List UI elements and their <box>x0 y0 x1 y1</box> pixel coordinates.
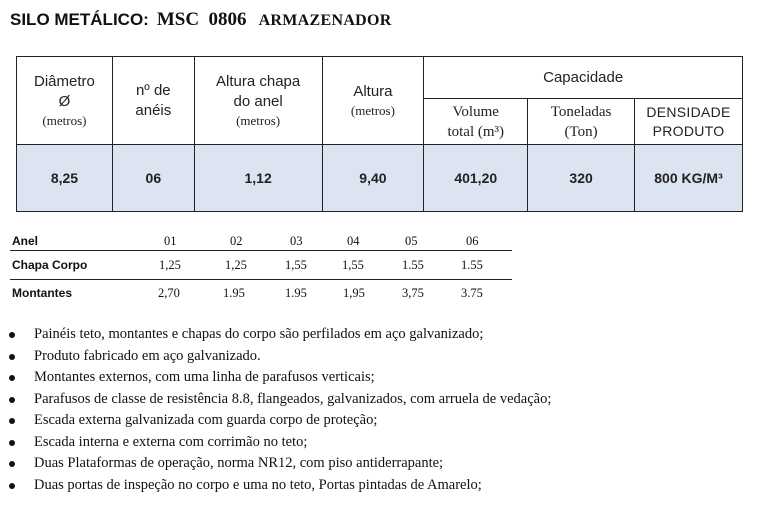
value-diametro: 8,25 <box>17 145 113 212</box>
bullet-icon <box>9 375 15 381</box>
value-toneladas: 320 <box>528 145 635 212</box>
bullet-icon <box>9 483 15 489</box>
list-item: Duas portas de inspeção no corpo e uma no teto, Portas pintadas de Amarelo; <box>0 475 551 497</box>
header-altura-chapa: Altura chapa do anel (metros) <box>194 57 322 145</box>
ring-cell: 03 <box>290 234 303 248</box>
list-item: Escada externa galvanizada com guarda corpo de proteção; <box>0 410 551 432</box>
header-capacidade: Capacidade <box>424 57 743 99</box>
header-densidade: DENSIDADE PRODUTO <box>635 99 743 145</box>
ring-table <box>10 232 512 306</box>
ring-cell: 1.55 <box>461 258 483 272</box>
list-item: Duas Plataformas de operação, norma NR12, com piso antiderrapante; <box>0 453 551 475</box>
ring-cell: 3.75 <box>461 286 483 300</box>
header-altura: Altura (metros) <box>322 57 424 145</box>
ring-cell: 1.95 <box>285 286 307 300</box>
ring-cell: 1,55 <box>285 258 307 272</box>
ring-cell: 3,75 <box>402 286 424 300</box>
value-aneis: 06 <box>112 145 194 212</box>
ring-cell: 2,70 <box>158 286 180 300</box>
value-altura: 9,40 <box>322 145 424 212</box>
header-aneis: nº de anéis <box>112 57 194 145</box>
list-item: Escada interna e externa com corrimão no teto; <box>0 432 551 454</box>
bullet-icon <box>9 397 15 403</box>
page-title <box>10 9 392 31</box>
ring-row-anel <box>10 232 512 250</box>
header-toneladas: Toneladas (Ton) <box>528 99 635 145</box>
notes-list <box>0 324 551 496</box>
ring-row-chapa-corpo <box>10 250 512 280</box>
bullet-icon <box>9 440 15 446</box>
ring-row-label: Montantes <box>12 286 72 300</box>
value-densidade: 800 KG/M³ <box>635 145 743 212</box>
ring-cell: 1,95 <box>343 286 365 300</box>
ring-cell: 1.95 <box>223 286 245 300</box>
list-item: Montantes externos, com uma linha de parafusos verticais; <box>0 367 551 389</box>
ring-row-montantes <box>10 280 512 306</box>
ring-cell: 06 <box>466 234 479 248</box>
ring-cell: 1,25 <box>225 258 247 272</box>
title-model: MSC 0806 <box>156 9 247 30</box>
bullet-icon <box>9 354 15 360</box>
bullet-icon <box>9 332 15 338</box>
list-item: Painéis teto, montantes e chapas do corpo são perfilados em aço galvanizado; <box>0 324 551 346</box>
spec-table <box>16 56 743 212</box>
header-volume: Volume total (m³) <box>424 99 528 145</box>
title-category: ARMAZENADOR <box>258 12 392 29</box>
list-item: Produto fabricado em aço galvanizado. <box>0 346 551 368</box>
value-volume: 401,20 <box>424 145 528 212</box>
ring-cell: 01 <box>164 234 177 248</box>
value-altura-chapa: 1,12 <box>194 145 322 212</box>
ring-cell: 1,25 <box>159 258 181 272</box>
ring-row-label: Anel <box>12 234 39 248</box>
ring-row-label: Chapa Corpo <box>12 258 88 272</box>
ring-cell: 02 <box>230 234 243 248</box>
title-product-type: SILO METÁLICO: <box>10 10 149 29</box>
ring-cell: 1.55 <box>402 258 424 272</box>
bullet-icon <box>9 461 15 467</box>
ring-cell: 1,55 <box>342 258 364 272</box>
ring-cell: 05 <box>405 234 418 248</box>
ring-cell: 04 <box>347 234 360 248</box>
list-item: Parafusos de classe de resistência 8.8, flangeados, galvanizados, com arruela de vedação; <box>0 389 551 411</box>
header-diametro: Diâmetro Ø (metros) <box>17 57 113 145</box>
bullet-icon <box>9 418 15 424</box>
